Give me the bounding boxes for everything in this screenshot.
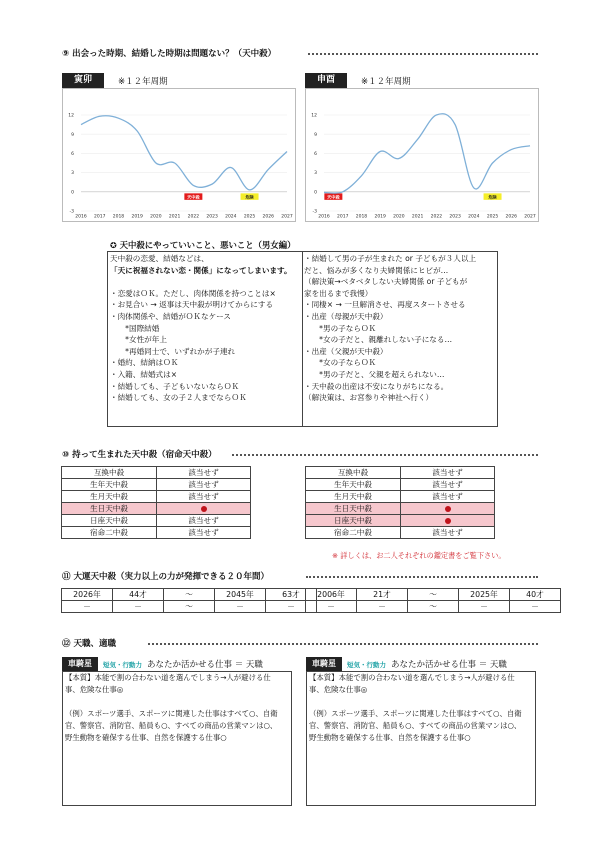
- text-line: ・肉体関係や、結婚がＯＫなケース: [110, 311, 231, 321]
- text-line: [110, 276, 292, 288]
- x-tick-label: 2021: [411, 214, 424, 220]
- y-tick-label: 9: [314, 132, 317, 138]
- job-card-header: [62, 657, 263, 671]
- x-tick-label: 2020: [393, 214, 405, 220]
- row-value: 該当せず: [401, 479, 495, 491]
- table-row: [62, 515, 251, 527]
- table-cell: ～: [408, 601, 459, 613]
- table-row: [62, 601, 317, 613]
- chart-right-header: [305, 74, 411, 87]
- row-value: 該当せず: [157, 479, 251, 491]
- dos-donts-right: [304, 253, 476, 404]
- y-tick-label: 12: [68, 113, 74, 119]
- text-line: *女の子ならＯＫ: [304, 358, 377, 368]
- row-label: 日座天中殺: [62, 515, 157, 527]
- text-line: ・結婚して男の子が生まれた or 子どもが３人以上: [304, 254, 477, 263]
- text-line: ・恋愛はＯＫ。ただし、肉体関係を持つことは×: [110, 288, 276, 298]
- table-cell: －: [62, 601, 113, 613]
- luck-table-right: [305, 588, 561, 613]
- line-chart-left: [63, 89, 295, 221]
- table-row: [62, 503, 251, 515]
- text-line: 事、危険な仕事◎: [65, 685, 124, 694]
- chart-tag: 申酉: [305, 73, 347, 88]
- section-divider: [306, 576, 538, 578]
- line-chart-right: [306, 89, 538, 221]
- text-line: 「天に祝福されない恋・関係」になってしまいます。: [110, 265, 292, 275]
- row-value: [401, 515, 495, 527]
- row-value: [401, 503, 495, 515]
- applies-dot-icon: [445, 518, 451, 524]
- x-tick-label: 2022: [430, 214, 443, 220]
- section-12-title: ⑫ 天職、適職: [62, 639, 116, 649]
- table-cell: －: [510, 601, 561, 613]
- luck-table-left: [61, 588, 317, 613]
- table-row: [62, 467, 251, 479]
- x-tick-label: 2023: [449, 214, 461, 220]
- x-tick-label: 2025: [486, 214, 499, 220]
- y-tick-label: 9: [71, 132, 74, 138]
- text-line: 官、警察官、消防官、船員も○、すべての商品の営業マンは○、: [309, 721, 522, 730]
- tag-label: 天中殺: [187, 194, 200, 200]
- x-tick-label: 2025: [243, 214, 256, 220]
- trait-label: 短気・行動力: [103, 660, 142, 669]
- row-label: 生年天中殺: [306, 479, 401, 491]
- trait-label: 短気・行動力: [347, 660, 386, 669]
- table-cell: －: [266, 601, 317, 613]
- table-cell: 44才: [113, 589, 164, 601]
- x-tick-label: 2026: [505, 214, 517, 220]
- series-line: [81, 116, 287, 190]
- table-cell: 21才: [357, 589, 408, 601]
- table-cell: 63才: [266, 589, 317, 601]
- x-tick-label: 2018: [355, 214, 368, 220]
- text-line: 官、警察官、消防官、船員も○、すべての商品の営業マンは○、: [65, 721, 278, 730]
- text-line: ・出産（父親が天中殺）: [304, 346, 388, 356]
- y-tick-label: -3: [312, 209, 317, 215]
- table-row: [306, 503, 495, 515]
- x-tick-label: 2019: [131, 214, 143, 220]
- x-tick-label: 2024: [225, 214, 237, 220]
- x-tick-label: 2024: [468, 214, 480, 220]
- text-line: *女性が年上: [110, 335, 167, 345]
- y-tick-label: 3: [314, 171, 317, 177]
- row-value: 該当せず: [401, 527, 495, 539]
- chart-left: [62, 88, 296, 222]
- text-line: ・結婚しても、女の子２人までならＯＫ: [110, 393, 247, 403]
- x-tick-label: 2021: [168, 214, 181, 220]
- table-row: [306, 479, 495, 491]
- text-line: 【本質】本能で割の合わない道を選んでしまう→人が避ける仕: [65, 673, 271, 682]
- text-line: *男の子だと、父親を超えられない…: [304, 369, 445, 379]
- text-line: ・天中殺の出産は不安になりがちになる。: [304, 381, 449, 391]
- job-heading: あなたか活かせる仕事 ＝ 天職: [391, 660, 507, 670]
- chart-left-header: [62, 74, 168, 87]
- dos-donts-box: [107, 251, 498, 427]
- section-10-note: ※ 詳しくは、お二人それぞれの鑑定書をご覧下さい。: [332, 551, 506, 560]
- table-row: [306, 589, 561, 601]
- text-line: ・同棲× → 一旦解消させ、再度スタートさせる: [304, 300, 466, 310]
- section-10-title: ⑩ 持って生まれた天中殺（宿命天中殺）: [62, 450, 217, 460]
- job-card-body: [62, 671, 292, 806]
- tag-label: 危険: [245, 194, 254, 200]
- table-row: [62, 527, 251, 539]
- x-tick-label: 2020: [150, 214, 162, 220]
- text-line: ・婚約、結納はＯＫ: [110, 358, 179, 368]
- row-label: 互換中殺: [62, 467, 157, 479]
- table-cell: 2006年: [306, 589, 357, 601]
- text-line: [63, 696, 291, 708]
- text-line: *女の子だと、親離れしない子になる…: [304, 335, 453, 345]
- table-cell: ～: [408, 589, 459, 601]
- table-cell: －: [113, 601, 164, 613]
- text-line: 野生動物を確保する仕事、自然を保護する仕事○: [65, 733, 227, 742]
- row-label: 生年天中殺: [62, 479, 157, 491]
- row-label: 日座天中殺: [306, 515, 401, 527]
- table-row: [306, 515, 495, 527]
- table-cell: －: [215, 601, 266, 613]
- tag-label: 危険: [488, 194, 497, 200]
- text-line: ・入籍、結婚式は×: [110, 369, 178, 379]
- x-tick-label: 2017: [94, 214, 106, 220]
- fate-table-left: [61, 466, 251, 539]
- table-row: [306, 467, 495, 479]
- x-tick-label: 2026: [262, 214, 274, 220]
- x-tick-label: 2027: [281, 214, 293, 220]
- table-cell: －: [306, 601, 357, 613]
- chart-note: ※１２年周期: [361, 76, 411, 87]
- chart-tag: 寅卯: [62, 73, 104, 88]
- section-divider: [308, 53, 538, 55]
- table-row: [62, 589, 317, 601]
- row-value: [157, 503, 251, 515]
- chart-right: [305, 88, 539, 222]
- table-cell: 2026年: [62, 589, 113, 601]
- text-line: *再婚同士で、いずれかが子連れ: [110, 346, 236, 356]
- text-line: 野生動物を確保する仕事、自然を保護する仕事○: [309, 733, 471, 742]
- gear-icon: ✪: [110, 241, 117, 250]
- y-tick-label: 6: [71, 152, 74, 157]
- job-card-header: [306, 657, 507, 671]
- text-line: 【本質】本能で割の合わない道を選んでしまう→人が避ける仕: [309, 673, 515, 682]
- text-line: （例）スポーツ選手、スポーツに関連した仕事はすべて○、自衛: [65, 709, 278, 718]
- table-cell: 2045年: [215, 589, 266, 601]
- tag-label: 天中殺: [327, 194, 340, 200]
- row-label: 宿命二中殺: [306, 527, 401, 539]
- row-value: 該当せず: [157, 467, 251, 479]
- text-line: だと、悩みが多くなり夫婦関係にヒビが…: [304, 265, 449, 275]
- y-tick-label: 0: [314, 190, 317, 196]
- x-tick-label: 2027: [524, 214, 536, 220]
- row-value: 該当せず: [157, 527, 251, 539]
- row-label: 生日天中殺: [62, 503, 157, 515]
- x-tick-label: 2016: [75, 214, 87, 220]
- table-cell: 40才: [510, 589, 561, 601]
- row-value: 該当せず: [401, 491, 495, 503]
- text-line: ・お見合い → 返事は天中殺が明けてからにする: [110, 300, 274, 310]
- table-cell: －: [357, 601, 408, 613]
- row-label: 互換中殺: [306, 467, 401, 479]
- row-label: 生月天中殺: [306, 491, 401, 503]
- text-line: （例）スポーツ選手、スポーツに関連した仕事はすべて○、自衛: [309, 709, 522, 718]
- table-row: [306, 491, 495, 503]
- text-line: 事、危険な仕事◎: [309, 685, 368, 694]
- applies-dot-icon: [201, 506, 207, 512]
- text-line: 天中殺の恋愛、結婚などは、: [110, 254, 209, 263]
- row-label: 宿命二中殺: [62, 527, 157, 539]
- x-tick-label: 2017: [337, 214, 349, 220]
- text-line: ・結婚しても、子どもいないならＯＫ: [110, 381, 240, 391]
- section-9-title: ⑨ 出会った時期、結婚した時期は問題ない？（天中殺）: [62, 49, 277, 59]
- table-row: [306, 601, 561, 613]
- table-row: [62, 491, 251, 503]
- y-tick-label: 0: [71, 190, 74, 196]
- y-tick-label: 3: [71, 171, 74, 177]
- y-tick-label: 6: [314, 152, 317, 157]
- text-line: 家を出るまで我慢）: [304, 288, 373, 298]
- text-line: *国際結婚: [110, 323, 160, 333]
- dos-donts-heading: [110, 239, 296, 251]
- text-line: *男の子ならＯＫ: [304, 323, 377, 333]
- x-tick-label: 2022: [187, 214, 200, 220]
- job-heading: あなたか活かせる仕事 ＝ 天職: [147, 660, 263, 670]
- text-line: ・出産（母親が天中殺）: [304, 311, 388, 321]
- table-cell: －: [459, 601, 510, 613]
- row-label: 生日天中殺: [306, 503, 401, 515]
- y-tick-label: -3: [69, 209, 74, 215]
- table-cell: ～: [164, 589, 215, 601]
- table-row: [306, 527, 495, 539]
- x-tick-label: 2018: [112, 214, 125, 220]
- text-line: （解決策は、お宮参りや神社へ行く）: [304, 393, 434, 403]
- fate-table-right: [305, 466, 495, 539]
- section-11-title: ⑪ 大運天中殺（実力以上の力が発揮できる２０年間）: [62, 572, 269, 582]
- row-label: 生月天中殺: [62, 491, 157, 503]
- text-line: （解決策→ベタベタしない夫婦関係 or 子どもが: [304, 277, 468, 287]
- table-cell: ～: [164, 601, 215, 613]
- chart-note: ※１２年周期: [118, 76, 168, 87]
- row-value: 該当せず: [157, 491, 251, 503]
- y-tick-label: 12: [311, 113, 317, 119]
- text-line: [307, 696, 535, 708]
- section-divider: [148, 643, 538, 645]
- star-badge: 車騎星: [62, 657, 98, 671]
- x-tick-label: 2019: [374, 214, 386, 220]
- row-value: 該当せず: [401, 467, 495, 479]
- section-divider: [232, 454, 538, 456]
- x-tick-label: 2016: [318, 214, 330, 220]
- table-cell: 2025年: [459, 589, 510, 601]
- star-badge: 車騎星: [306, 657, 342, 671]
- dos-donts-left: [110, 253, 292, 404]
- x-tick-label: 2023: [206, 214, 218, 220]
- table-row: [62, 479, 251, 491]
- applies-dot-icon: [445, 506, 451, 512]
- job-card-body: [306, 671, 536, 806]
- dos-donts-heading-text: 天中殺にやっていいこと、悪いこと（男女編）: [119, 240, 296, 250]
- row-value: 該当せず: [157, 515, 251, 527]
